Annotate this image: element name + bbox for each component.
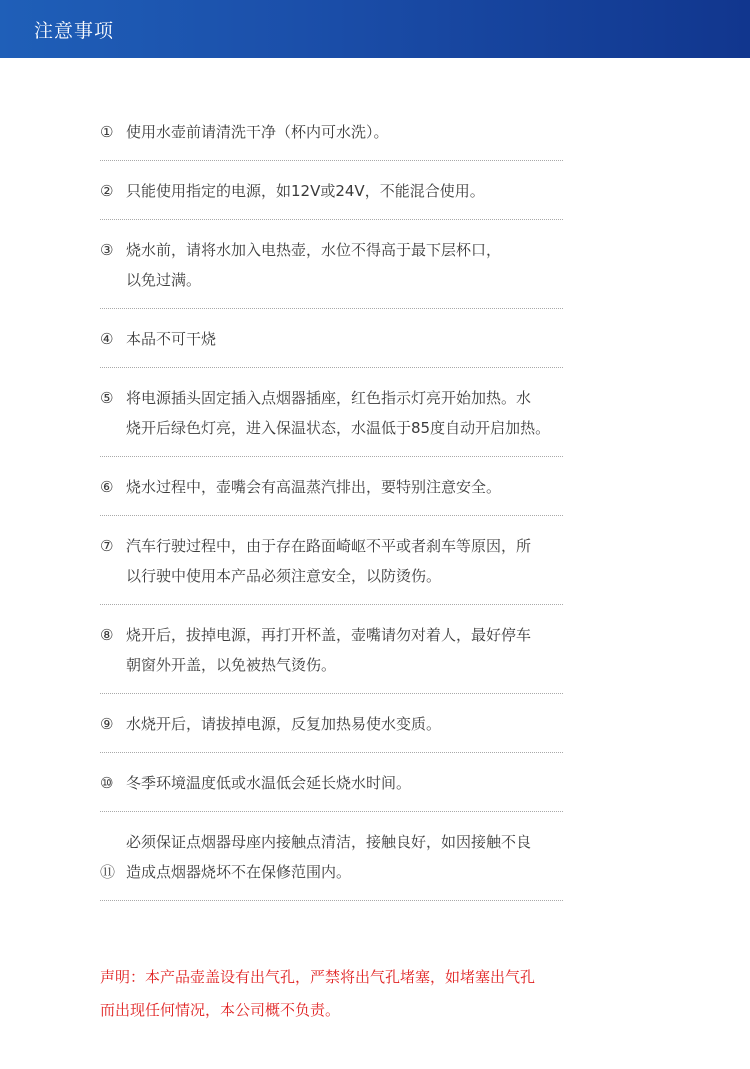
- divider: [100, 308, 563, 309]
- item-number: ①: [100, 123, 114, 141]
- list-item: [100, 827, 580, 901]
- list-item: [100, 768, 580, 812]
- item-number: ②: [100, 182, 114, 200]
- divider: [100, 604, 563, 605]
- item-text: 必须保证点烟器母座内接触点清洁，接触良好，如因接触不良: [126, 833, 532, 851]
- list-item: [100, 235, 580, 309]
- item-text: 汽车行驶过程中，由于存在路面崎岖不平或者刹车等原因，所: [126, 537, 532, 555]
- divider: [100, 900, 563, 901]
- item-text: 以行驶中使用本产品必须注意安全，以防烫伤。: [126, 567, 442, 585]
- list-item: [100, 709, 580, 753]
- list-item: [100, 383, 580, 457]
- item-text: 冬季环境温度低或水温低会延长烧水时间。: [126, 774, 412, 792]
- item-text: 朝窗外开盖，以免被热气烫伤。: [126, 656, 337, 674]
- item-number: ④: [100, 330, 114, 348]
- item-number: ⑦: [100, 537, 114, 555]
- divider: [100, 456, 563, 457]
- item-number: ⑥: [100, 478, 114, 496]
- divider: [100, 160, 563, 161]
- item-text: 造成点烟器烧坏不在保修范围内。: [126, 863, 352, 881]
- item-number: ⑤: [100, 389, 114, 407]
- list-item: [100, 117, 580, 161]
- divider: [100, 811, 563, 812]
- item-text: 本品不可干烧: [126, 330, 217, 348]
- divider: [100, 219, 563, 220]
- item-text: 烧水前，请将水加入电热壶，水位不得高于最下层杯口，: [126, 241, 502, 259]
- item-number: ⑩: [100, 774, 114, 792]
- item-number: ⑧: [100, 626, 114, 644]
- list-item: [100, 531, 580, 605]
- item-text: 水烧开后，请拔掉电源，反复加热易使水变质。: [126, 715, 442, 733]
- list-item: [100, 324, 580, 368]
- item-text: 以免过满。: [126, 271, 202, 289]
- item-text: 烧水过程中，壶嘴会有高温蒸汽排出，要特别注意安全。: [126, 478, 502, 496]
- notes-list: [100, 117, 580, 916]
- item-number: ⑨: [100, 715, 114, 733]
- item-text: 只能使用指定的电源，如12V或24V，不能混合使用。: [126, 182, 485, 200]
- item-text: 烧开后，拔掉电源，再打开杯盖，壶嘴请勿对着人，最好停车: [126, 626, 532, 644]
- declaration: [100, 961, 660, 1027]
- divider: [100, 693, 563, 694]
- item-text: 将电源插头固定插入点烟器插座，红色指示灯亮开始加热。水: [126, 389, 532, 407]
- item-number: ③: [100, 241, 114, 259]
- declaration-line: 而出现任何情况，本公司概不负责。: [100, 1001, 341, 1019]
- item-text: 烧开后绿色灯亮，进入保温状态，水温低于85度自动开启加热。: [126, 419, 551, 437]
- page-title: 注意事项: [34, 20, 115, 42]
- divider: [100, 367, 563, 368]
- divider: [100, 752, 563, 753]
- item-text: 使用水壶前请清洗干净（杯内可水洗）。: [126, 123, 389, 141]
- declaration-line: 声明：本产品壶盖设有出气孔，严禁将出气孔堵塞，如堵塞出气孔: [100, 968, 536, 986]
- list-item: [100, 176, 580, 220]
- item-number: ⑪: [100, 863, 116, 881]
- list-item: [100, 472, 580, 516]
- list-item: [100, 620, 580, 694]
- header-bar: [0, 0, 750, 58]
- divider: [100, 515, 563, 516]
